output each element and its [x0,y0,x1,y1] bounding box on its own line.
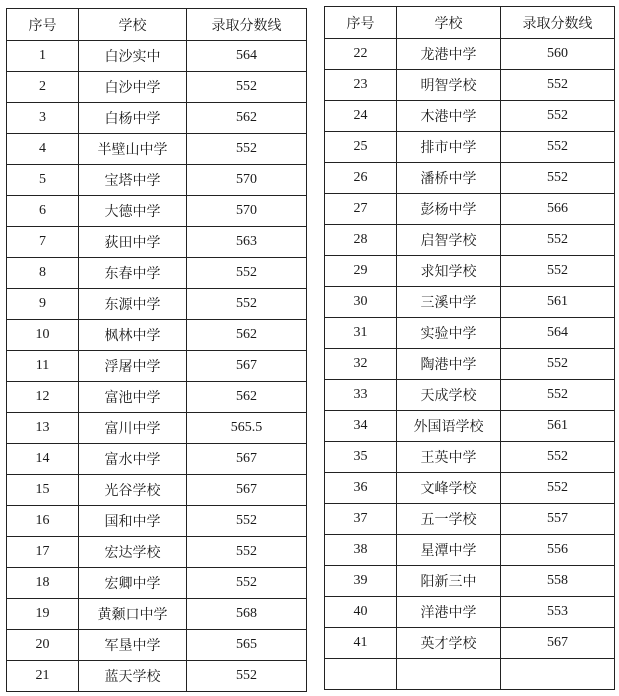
table-row [7,41,307,72]
row-number-cell: 15 [7,475,79,506]
row-number-cell: 30 [325,287,397,318]
score-cell: 570 [187,196,307,227]
score-cell: 570 [187,165,307,196]
header-row [325,7,615,39]
school-name-cell: 宏达学校 [79,537,187,568]
school-name-cell: 洋港中学 [397,597,501,628]
table-row [325,411,615,442]
header-school: 学校 [79,9,187,41]
row-number-cell: 12 [7,382,79,413]
table-row [325,504,615,535]
table-row [7,134,307,165]
school-name-cell: 陶港中学 [397,349,501,380]
school-name-cell: 大德中学 [79,196,187,227]
score-cell: 568 [187,599,307,630]
school-name-cell: 富池中学 [79,382,187,413]
school-name-cell: 天成学校 [397,380,501,411]
table-row [325,70,615,101]
table-row [7,537,307,568]
school-name-cell: 三溪中学 [397,287,501,318]
table-row [7,103,307,134]
score-cell: 561 [501,287,615,318]
school-name-cell: 白沙中学 [79,72,187,103]
score-cell: 552 [501,349,615,380]
table-row [325,442,615,473]
score-cell: 552 [187,289,307,320]
score-cell: 552 [187,506,307,537]
score-cell: 552 [187,661,307,692]
score-cell: 552 [501,101,615,132]
school-name-cell [397,659,501,690]
row-number-cell: 26 [325,163,397,194]
school-name-cell: 东春中学 [79,258,187,289]
table-row [325,287,615,318]
school-name-cell: 阳新三中 [397,566,501,597]
table-row [7,630,307,661]
school-name-cell: 东源中学 [79,289,187,320]
table-row [7,320,307,351]
row-number-cell: 10 [7,320,79,351]
score-cell: 564 [501,318,615,349]
school-name-cell: 宝塔中学 [79,165,187,196]
score-cell: 553 [501,597,615,628]
school-name-cell: 龙港中学 [397,39,501,70]
school-name-cell: 蓝天学校 [79,661,187,692]
row-number-cell: 36 [325,473,397,504]
row-number-cell: 9 [7,289,79,320]
score-cell: 552 [187,537,307,568]
school-name-cell: 实验中学 [397,318,501,349]
row-number-cell: 7 [7,227,79,258]
table-row [7,196,307,227]
table-row [7,382,307,413]
score-cell: 558 [501,566,615,597]
school-name-cell: 富水中学 [79,444,187,475]
table-row [7,444,307,475]
table-row [325,535,615,566]
school-name-cell: 枫林中学 [79,320,187,351]
school-name-cell: 外国语学校 [397,411,501,442]
score-cell: 566 [501,194,615,225]
row-number-cell: 6 [7,196,79,227]
table-row [325,597,615,628]
table-row [7,72,307,103]
school-name-cell: 半壁山中学 [79,134,187,165]
row-number-cell: 20 [7,630,79,661]
row-number-cell: 35 [325,442,397,473]
table-row [7,568,307,599]
table-row [325,194,615,225]
school-name-cell: 军垦中学 [79,630,187,661]
score-cell: 560 [501,39,615,70]
score-cell: 552 [501,473,615,504]
row-number-cell: 33 [325,380,397,411]
row-number-cell: 32 [325,349,397,380]
school-name-cell: 明智学校 [397,70,501,101]
school-name-cell: 白杨中学 [79,103,187,134]
score-cell: 567 [187,475,307,506]
score-cell: 552 [501,256,615,287]
school-name-cell: 启智学校 [397,225,501,256]
score-cell: 552 [501,442,615,473]
row-number-cell: 4 [7,134,79,165]
score-cell: 567 [187,351,307,382]
table-row [325,225,615,256]
row-number-cell: 18 [7,568,79,599]
row-number-cell: 1 [7,41,79,72]
score-cell: 556 [501,535,615,566]
header-no: 序号 [7,9,79,41]
school-name-cell: 潘桥中学 [397,163,501,194]
table-row [325,380,615,411]
table-row [7,227,307,258]
row-number-cell: 11 [7,351,79,382]
table-row [7,661,307,692]
table-row [325,566,615,597]
table-row [325,256,615,287]
score-cell: 564 [187,41,307,72]
header-score: 录取分数线 [187,9,307,41]
school-name-cell: 王英中学 [397,442,501,473]
score-cell: 562 [187,103,307,134]
left-score-table [6,8,307,692]
school-name-cell: 荻田中学 [79,227,187,258]
table-row [325,628,615,659]
school-name-cell: 排市中学 [397,132,501,163]
score-cell: 565 [187,630,307,661]
school-name-cell: 富川中学 [79,413,187,444]
table-row [7,165,307,196]
row-number-cell: 23 [325,70,397,101]
table-row [7,258,307,289]
row-number-cell: 39 [325,566,397,597]
school-name-cell: 文峰学校 [397,473,501,504]
row-number-cell [325,659,397,690]
score-cell: 567 [187,444,307,475]
school-name-cell: 英才学校 [397,628,501,659]
row-number-cell: 5 [7,165,79,196]
score-cell: 552 [187,258,307,289]
score-cell: 565.5 [187,413,307,444]
table-row [7,413,307,444]
header-row [7,9,307,41]
row-number-cell: 8 [7,258,79,289]
row-number-cell: 38 [325,535,397,566]
score-cell: 552 [187,134,307,165]
score-cell: 552 [501,163,615,194]
table-row [325,39,615,70]
table-row [7,289,307,320]
score-cell: 557 [501,504,615,535]
table-row [325,163,615,194]
score-cell: 552 [187,72,307,103]
row-number-cell: 2 [7,72,79,103]
table-row [325,101,615,132]
table-row [325,473,615,504]
row-number-cell: 41 [325,628,397,659]
header-score: 录取分数线 [501,7,615,39]
school-name-cell: 黄颡口中学 [79,599,187,630]
row-number-cell: 25 [325,132,397,163]
school-name-cell: 浮屠中学 [79,351,187,382]
table-row [7,475,307,506]
row-number-cell: 40 [325,597,397,628]
score-cell [501,659,615,690]
table-row [325,349,615,380]
row-number-cell: 3 [7,103,79,134]
table-row [325,318,615,349]
row-number-cell: 34 [325,411,397,442]
score-cell: 552 [501,225,615,256]
score-cell: 552 [501,132,615,163]
header-school: 学校 [397,7,501,39]
school-name-cell: 彭杨中学 [397,194,501,225]
row-number-cell: 27 [325,194,397,225]
school-name-cell: 木港中学 [397,101,501,132]
school-name-cell: 星潭中学 [397,535,501,566]
header-no: 序号 [325,7,397,39]
row-number-cell: 16 [7,506,79,537]
score-cell: 562 [187,320,307,351]
school-name-cell: 求知学校 [397,256,501,287]
row-number-cell: 22 [325,39,397,70]
row-number-cell: 17 [7,537,79,568]
score-cell: 552 [501,70,615,101]
row-number-cell: 14 [7,444,79,475]
row-number-cell: 28 [325,225,397,256]
school-name-cell: 光谷学校 [79,475,187,506]
row-number-cell: 21 [7,661,79,692]
table-row [325,132,615,163]
row-number-cell: 13 [7,413,79,444]
row-number-cell: 29 [325,256,397,287]
school-name-cell: 宏卿中学 [79,568,187,599]
table-row [325,659,615,690]
table-row [7,506,307,537]
right-score-table [324,6,615,690]
row-number-cell: 24 [325,101,397,132]
row-number-cell: 19 [7,599,79,630]
school-name-cell: 国和中学 [79,506,187,537]
score-cell: 567 [501,628,615,659]
score-cell: 562 [187,382,307,413]
score-cell: 552 [501,380,615,411]
score-cell: 563 [187,227,307,258]
table-row [7,351,307,382]
school-name-cell: 五一学校 [397,504,501,535]
school-name-cell: 白沙实中 [79,41,187,72]
row-number-cell: 31 [325,318,397,349]
table-row [7,599,307,630]
score-cell: 552 [187,568,307,599]
row-number-cell: 37 [325,504,397,535]
score-cell: 561 [501,411,615,442]
